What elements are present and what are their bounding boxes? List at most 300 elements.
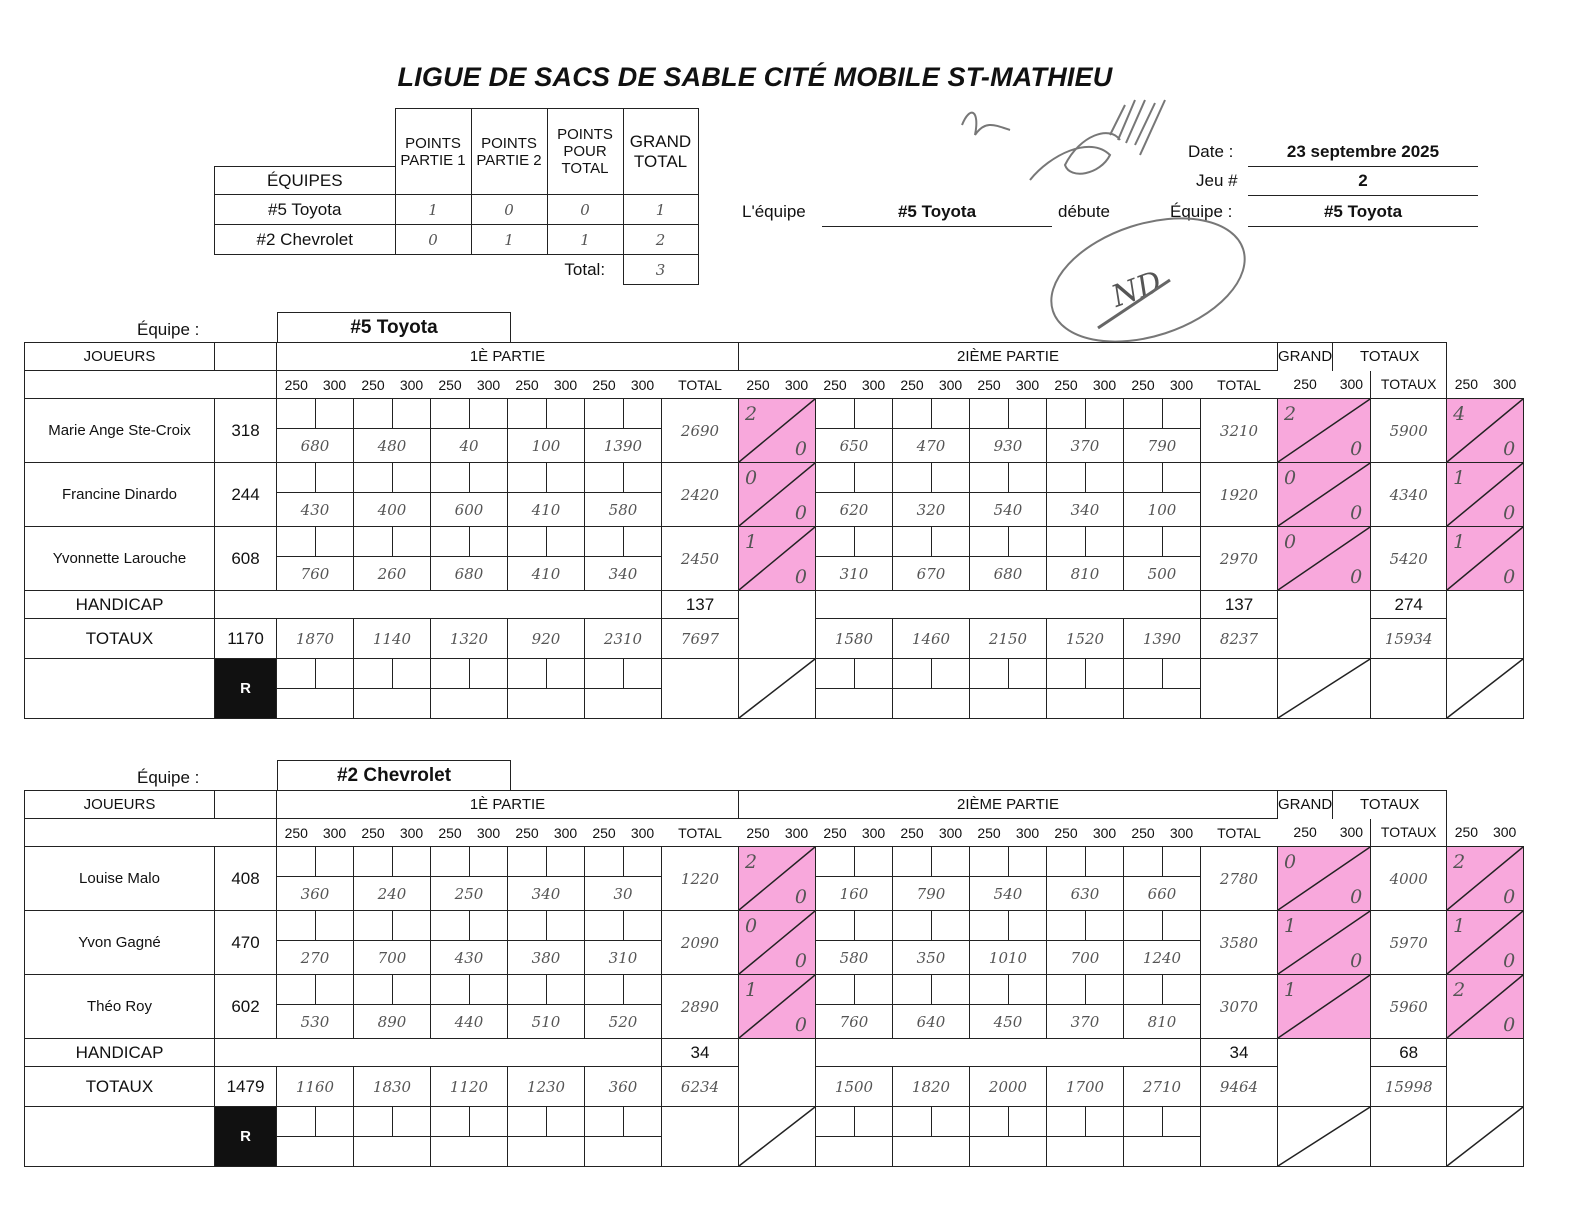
tally-cell — [816, 463, 855, 493]
player-name: Yvonnette Larouche — [25, 527, 215, 591]
totaux-cell: 920 — [508, 619, 585, 659]
col-300: 300 — [1163, 371, 1201, 399]
col-total: TOTAL — [1201, 371, 1278, 399]
score-cell: 400 — [354, 493, 431, 527]
summary-cell: 0 — [471, 195, 547, 225]
empty-cell — [1371, 659, 1447, 719]
tally-cell — [1009, 975, 1047, 1005]
score-cell: 1240 — [1124, 941, 1201, 975]
tally-cell — [277, 847, 316, 877]
score-cell: 100 — [508, 429, 585, 463]
note-text: ND — [1107, 264, 1167, 315]
lequipe-label: L'équipe — [742, 202, 806, 221]
player-grand-total: 4340 — [1371, 463, 1447, 527]
col-300: 300 — [1009, 371, 1047, 399]
header-points-partie-2: POINTS PARTIE 2 — [471, 109, 547, 195]
tally-cell — [508, 911, 547, 941]
header-partie-2: 2IÈME PARTIE — [739, 791, 1278, 819]
summary-total-label: Total: — [564, 259, 606, 279]
debute-label: débute — [1058, 202, 1110, 221]
team-section-toyota — [24, 312, 1524, 719]
tally-cell — [1163, 527, 1201, 557]
summary-cell: 1 — [471, 225, 547, 255]
tally-cell — [893, 399, 932, 429]
empty-cell — [893, 659, 932, 689]
totaux-cell: 1820 — [893, 1067, 970, 1107]
tally-cell — [316, 527, 354, 557]
tally-cell — [1086, 911, 1124, 941]
bonus-cell-empty — [1278, 659, 1371, 719]
player-grand-total: 4000 — [1371, 847, 1447, 911]
col-300: 300 — [1486, 371, 1524, 399]
handicap-label: HANDICAP — [25, 591, 215, 619]
bonus-cell — [1278, 463, 1371, 527]
score-cell: 410 — [508, 493, 585, 527]
score-cell: 760 — [816, 1005, 893, 1039]
tally-cell — [277, 527, 316, 557]
score-cell: 370 — [1047, 429, 1124, 463]
score-cell: 340 — [585, 557, 662, 591]
score-cell: 1390 — [585, 429, 662, 463]
score-cell: 270 — [277, 941, 354, 975]
tally-cell — [932, 463, 970, 493]
score-cell: 500 — [1124, 557, 1201, 591]
col-total: TOTAL — [662, 371, 739, 399]
score-cell: 930 — [970, 429, 1047, 463]
totaux-cell: 1160 — [277, 1067, 354, 1107]
empty-cell — [855, 1107, 893, 1137]
col-250: 250 — [1447, 819, 1486, 847]
player-handicap: 602 — [215, 975, 277, 1039]
tally-cell — [1124, 527, 1163, 557]
bonus-top: 2 — [1453, 851, 1466, 873]
team-name: #2 Chevrolet — [277, 760, 511, 791]
bonus-cell — [1447, 911, 1524, 975]
score-cell: 640 — [893, 1005, 970, 1039]
bonus-top: 2 — [745, 851, 758, 873]
col-250: 250 — [431, 371, 470, 399]
tally-cell — [547, 975, 585, 1005]
summary-table — [214, 108, 699, 285]
empty-cell — [932, 659, 970, 689]
empty-cell — [932, 1107, 970, 1137]
empty-cell — [316, 659, 354, 689]
bonus-top: 2 — [1284, 403, 1297, 425]
empty-cell — [1047, 659, 1086, 689]
empty-cell — [470, 659, 508, 689]
col-250: 250 — [585, 371, 624, 399]
bonus-cell-empty — [1278, 1107, 1371, 1167]
tally-cell — [1124, 911, 1163, 941]
tally-cell — [1047, 463, 1086, 493]
col-300: 300 — [778, 371, 816, 399]
score-cell: 580 — [585, 493, 662, 527]
tally-cell — [508, 847, 547, 877]
tally-cell — [470, 975, 508, 1005]
col-total: TOTAL — [662, 819, 739, 847]
col-300: 300 — [778, 819, 816, 847]
empty-cell — [277, 1137, 354, 1167]
score-cell: 530 — [277, 1005, 354, 1039]
empty-cell — [893, 1137, 970, 1167]
summary-cell: 0 — [395, 225, 471, 255]
col-300: 300 — [470, 371, 508, 399]
empty-cell — [277, 659, 316, 689]
empty-cell — [354, 1137, 431, 1167]
bonus-top: 1 — [745, 531, 758, 553]
player-total-2: 3070 — [1201, 975, 1278, 1039]
empty-cell — [816, 689, 893, 719]
player-total-1: 2450 — [662, 527, 739, 591]
header-equipes: ÉQUIPES — [215, 167, 396, 195]
date-label: Date : — [1188, 142, 1234, 161]
tally-cell — [354, 399, 393, 429]
player-handicap: 470 — [215, 911, 277, 975]
bonus-top: 1 — [745, 979, 758, 1001]
empty-cell — [1009, 659, 1047, 689]
empty-cell — [855, 659, 893, 689]
equipe-value: #5 Toyota — [1248, 202, 1478, 227]
header-grand-total: GRAND TOTAL — [623, 109, 698, 195]
score-cell: 700 — [1047, 941, 1124, 975]
tally-cell — [316, 847, 354, 877]
tally-cell — [932, 527, 970, 557]
bonus-top: 0 — [1284, 851, 1297, 873]
empty-cell — [893, 689, 970, 719]
empty-cell — [547, 1107, 585, 1137]
score-cell: 540 — [970, 493, 1047, 527]
col-250: 250 — [1124, 819, 1163, 847]
col-250: 250 — [1047, 371, 1086, 399]
score-cell: 700 — [354, 941, 431, 975]
handicap-grand: 68 — [1371, 1039, 1447, 1067]
empty-cell — [970, 689, 1047, 719]
document-title: LIGUE DE SACS DE SABLE CITÉ MOBILE ST-MATHIEU — [397, 62, 1113, 92]
player-name: Marie Ange Ste-Croix — [25, 399, 215, 463]
tally-cell — [893, 527, 932, 557]
empty-cell — [547, 659, 585, 689]
bonus-top: 4 — [1453, 403, 1466, 425]
totaux-cell: 2710 — [1124, 1067, 1201, 1107]
score-grid — [24, 790, 1524, 1167]
score-cell: 600 — [431, 493, 508, 527]
r-row-label — [25, 1107, 215, 1167]
tally-cell — [431, 399, 470, 429]
tally-cell — [547, 463, 585, 493]
bonus-top: 0 — [1284, 467, 1297, 489]
header-totaux: TOTAUX — [1333, 343, 1447, 371]
empty-cell — [662, 659, 739, 719]
col-300: 300 — [932, 371, 970, 399]
tally-cell — [277, 911, 316, 941]
tally-cell — [354, 975, 393, 1005]
score-cell: 320 — [893, 493, 970, 527]
score-cell: 650 — [816, 429, 893, 463]
col-300: 300 — [1086, 371, 1124, 399]
header-points-partie-1: POINTS PARTIE 1 — [395, 109, 471, 195]
empty-cell — [1124, 1107, 1163, 1137]
empty-cell — [1124, 659, 1163, 689]
totaux-label: TOTAUX — [25, 619, 215, 659]
player-total-1: 2690 — [662, 399, 739, 463]
player-total-2: 1920 — [1201, 463, 1278, 527]
player-total-1: 2420 — [662, 463, 739, 527]
tally-cell — [1124, 399, 1163, 429]
bonus-cell — [1447, 399, 1524, 463]
tally-cell — [1047, 975, 1086, 1005]
tally-cell — [277, 463, 316, 493]
bonus-cell — [1447, 847, 1524, 911]
score-cell: 30 — [585, 877, 662, 911]
col-300: 300 — [1163, 819, 1201, 847]
bonus-top: 2 — [1453, 979, 1466, 1001]
date-value: 23 septembre 2025 — [1248, 142, 1478, 167]
r-badge: R — [215, 1107, 277, 1167]
empty-cell — [508, 689, 585, 719]
bonus-cell — [739, 527, 816, 591]
header-joueurs: JOUEURS — [25, 791, 215, 819]
bonus-bottom: 0 — [1350, 502, 1363, 524]
player-total-1: 1220 — [662, 847, 739, 911]
tally-cell — [970, 975, 1009, 1005]
score-cell: 1010 — [970, 941, 1047, 975]
header-partie-1: 1È PARTIE — [277, 791, 739, 819]
empty-cell — [585, 1107, 624, 1137]
empty-cell — [431, 1137, 508, 1167]
col-300: 300 — [393, 819, 431, 847]
bonus-bottom: 0 — [794, 438, 807, 460]
tally-cell — [393, 399, 431, 429]
col-250: 250 — [1447, 371, 1486, 399]
player-total-2: 2970 — [1201, 527, 1278, 591]
tally-cell — [547, 527, 585, 557]
tally-cell — [585, 847, 624, 877]
bonus-bottom: 0 — [1350, 438, 1363, 460]
totaux-grand: 15934 — [1371, 619, 1447, 659]
handicap-total-1: 34 — [662, 1039, 739, 1067]
summary-cell: 0 — [547, 195, 623, 225]
bonus-cell-empty — [1447, 1107, 1524, 1167]
tally-cell — [816, 975, 855, 1005]
score-cell: 790 — [893, 877, 970, 911]
col-300: 300 — [1086, 819, 1124, 847]
totaux-total-2: 8237 — [1201, 619, 1278, 659]
signature-scribble — [950, 95, 1180, 195]
empty-cell — [816, 659, 855, 689]
tally-cell — [470, 527, 508, 557]
tally-cell — [1163, 399, 1201, 429]
player-grand-total: 5960 — [1371, 975, 1447, 1039]
tally-cell — [1124, 975, 1163, 1005]
tally-cell — [624, 975, 662, 1005]
tally-cell — [431, 463, 470, 493]
score-cell: 620 — [816, 493, 893, 527]
bonus-cell — [1278, 847, 1371, 911]
tally-cell — [816, 399, 855, 429]
score-cell: 360 — [277, 877, 354, 911]
tally-cell — [547, 847, 585, 877]
player-handicap: 608 — [215, 527, 277, 591]
summary-cell: 1 — [395, 195, 471, 225]
col-300: 300 — [547, 819, 585, 847]
player-handicap: 318 — [215, 399, 277, 463]
score-cell: 660 — [1124, 877, 1201, 911]
tally-cell — [393, 527, 431, 557]
totaux-cell: 1320 — [431, 619, 508, 659]
empty-cell — [508, 1137, 585, 1167]
tally-cell — [585, 399, 624, 429]
bonus-bottom: 0 — [794, 886, 807, 908]
empty-cell — [970, 659, 1009, 689]
lequipe-value: #5 Toyota — [822, 202, 1052, 227]
header-grand: GRAND — [1278, 343, 1333, 371]
header-grand: GRAND — [1278, 791, 1333, 819]
tally-cell — [855, 463, 893, 493]
col-300: 300 — [855, 819, 893, 847]
empty-cell — [431, 659, 470, 689]
totaux-cell: 1580 — [816, 619, 893, 659]
empty-cell — [1009, 1107, 1047, 1137]
bonus-cell — [739, 399, 816, 463]
col-300: 300 — [393, 371, 431, 399]
tally-cell — [585, 911, 624, 941]
tally-cell — [893, 911, 932, 941]
col-300: 300 — [1486, 819, 1524, 847]
col-250: 250 — [1124, 371, 1163, 399]
tally-cell — [893, 463, 932, 493]
empty-cell — [585, 659, 624, 689]
col-250: 250 — [585, 819, 624, 847]
totaux-grand: 15998 — [1371, 1067, 1447, 1107]
totaux-total-1: 6234 — [662, 1067, 739, 1107]
score-grid — [24, 342, 1524, 719]
tally-cell — [1009, 911, 1047, 941]
col-250: 250 — [277, 371, 316, 399]
score-cell: 370 — [1047, 1005, 1124, 1039]
tally-cell — [470, 399, 508, 429]
empty-cell — [624, 1107, 662, 1137]
empty-cell — [354, 689, 431, 719]
totaux-total-1: 7697 — [662, 619, 739, 659]
tally-cell — [855, 527, 893, 557]
col-250: 250 — [354, 371, 393, 399]
tally-cell — [1009, 463, 1047, 493]
empty-cell — [1163, 659, 1201, 689]
player-handicap: 408 — [215, 847, 277, 911]
tally-cell — [893, 847, 932, 877]
tally-cell — [932, 911, 970, 941]
col-300: 300 — [547, 371, 585, 399]
bonus-top: 1 — [1453, 531, 1466, 553]
score-cell: 510 — [508, 1005, 585, 1039]
summary-cell: 1 — [623, 195, 698, 225]
player-name: Théo Roy — [25, 975, 215, 1039]
score-cell: 520 — [585, 1005, 662, 1039]
col-250: 250 — [1278, 371, 1333, 399]
tally-cell — [855, 911, 893, 941]
bonus-cell-empty — [1447, 659, 1524, 719]
score-cell: 160 — [816, 877, 893, 911]
tally-cell — [470, 847, 508, 877]
bonus-top: 1 — [1284, 915, 1297, 937]
empty-cell — [277, 1107, 316, 1137]
tally-cell — [316, 911, 354, 941]
header-partie-2: 2IÈME PARTIE — [739, 343, 1278, 371]
totaux-cell: 1120 — [431, 1067, 508, 1107]
empty-cell — [1086, 659, 1124, 689]
tally-cell — [547, 911, 585, 941]
tally-cell — [970, 463, 1009, 493]
empty-cell — [585, 689, 662, 719]
tally-cell — [1124, 463, 1163, 493]
handicap-total-2: 34 — [1201, 1039, 1278, 1067]
empty-cell — [277, 689, 354, 719]
score-cell: 470 — [893, 429, 970, 463]
col-250: 250 — [739, 819, 778, 847]
player-total-1: 2090 — [662, 911, 739, 975]
bonus-top: 1 — [1453, 915, 1466, 937]
tally-cell — [431, 975, 470, 1005]
bonus-cell — [1447, 527, 1524, 591]
tally-cell — [624, 527, 662, 557]
empty-cell — [1124, 689, 1201, 719]
score-cell: 340 — [508, 877, 585, 911]
player-handicap: 244 — [215, 463, 277, 527]
player-total-2: 3210 — [1201, 399, 1278, 463]
score-cell: 350 — [893, 941, 970, 975]
score-cell: 100 — [1124, 493, 1201, 527]
totaux-cell: 1230 — [508, 1067, 585, 1107]
empty-cell — [508, 659, 547, 689]
tally-cell — [1047, 847, 1086, 877]
handicap-total-2: 137 — [1201, 591, 1278, 619]
tally-cell — [970, 847, 1009, 877]
col-300: 300 — [316, 819, 354, 847]
totaux-cell: 360 — [585, 1067, 662, 1107]
tally-cell — [1086, 527, 1124, 557]
empty-cell — [1124, 1137, 1201, 1167]
totaux-total-2: 9464 — [1201, 1067, 1278, 1107]
score-cell: 40 — [431, 429, 508, 463]
score-cell: 440 — [431, 1005, 508, 1039]
empty-cell — [1163, 1107, 1201, 1137]
header-partie-1: 1È PARTIE — [277, 343, 739, 371]
bonus-bottom: 0 — [794, 1014, 807, 1036]
player-total-2: 2780 — [1201, 847, 1278, 911]
empty-cell — [816, 1107, 855, 1137]
score-cell: 310 — [585, 941, 662, 975]
col-250: 250 — [354, 819, 393, 847]
team-name: #5 Toyota — [277, 312, 511, 343]
r-badge: R — [215, 659, 277, 719]
score-cell: 260 — [354, 557, 431, 591]
empty-cell — [1371, 1107, 1447, 1167]
tally-cell — [316, 975, 354, 1005]
tally-cell — [431, 847, 470, 877]
empty-cell — [1086, 1107, 1124, 1137]
bonus-cell — [1278, 911, 1371, 975]
tally-cell — [932, 847, 970, 877]
col-300: 300 — [932, 819, 970, 847]
bonus-cell — [739, 911, 816, 975]
tally-cell — [1086, 399, 1124, 429]
tally-cell — [1047, 527, 1086, 557]
tally-cell — [932, 975, 970, 1005]
score-cell: 670 — [893, 557, 970, 591]
team-section-chevrolet — [24, 760, 1524, 1167]
tally-cell — [1163, 847, 1201, 877]
tally-cell — [1086, 975, 1124, 1005]
